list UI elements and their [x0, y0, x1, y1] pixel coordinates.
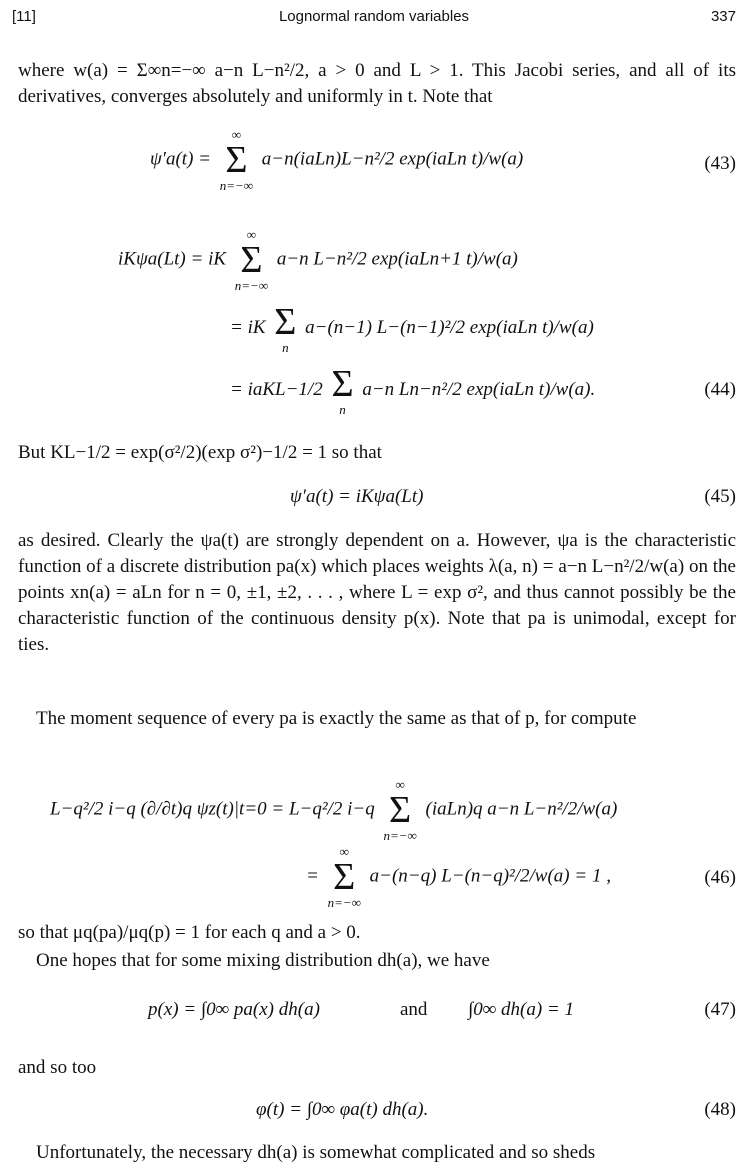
sum-symbol: ∞ Σ n=−∞ — [234, 227, 269, 293]
sum-symbol: ∞ Σ n=−∞ — [219, 127, 254, 193]
eq44-rhs: a−n L−n²/2 exp(iaLn+1 t)/w(a) — [276, 248, 518, 270]
eq44b-lhs: = iK — [230, 316, 266, 338]
paragraph-and-so-too: and so too — [18, 1057, 97, 1078]
eq44c-lhs: = iaKL−1/2 — [230, 378, 323, 400]
equation-number-48: (48) — [704, 1099, 736, 1120]
eq43-rhs: a−n(iaLn)L−n²/2 exp(iaLn t)/w(a) — [261, 148, 524, 170]
sum-symbol: Σ n — [331, 363, 354, 417]
sum-symbol: ∞ Σ n=−∞ — [327, 844, 361, 910]
eq46-lhs: L−q²/2 i−q (∂/∂t)q ψz(t)|t=0 = L−q²/2 i−q — [50, 798, 375, 820]
equation-number-46: (46) — [704, 867, 736, 888]
eq46b-rhs: a−(n−q) L−(n−q)²/2/w(a) = 1 , — [369, 865, 611, 887]
paragraph-mixing: One hopes that for some mixing distribution dh(a), we have — [36, 950, 490, 971]
section-marker: [11] — [12, 8, 36, 25]
eq44-lhs: iKψa(Lt) = iK — [118, 248, 227, 270]
page-number: 337 — [710, 8, 736, 25]
sum-symbol: ∞ Σ n=−∞ — [383, 777, 417, 843]
eq44b-rhs: a−(n−1) L−(n−1)²/2 exp(iaLn t)/w(a) — [305, 316, 594, 338]
eq48-body: φ(t) = ∫0∞ φa(t) dh(a). — [256, 1099, 429, 1120]
page-header — [12, 8, 736, 30]
paragraph-jacobi-series: where w(a) = Σ∞n=−∞ a−n L−n²/2, a > 0 and L > 1. This Jacobi series, and all of its derivatives, converges absolutely and uniformly in t. Note that — [18, 60, 736, 107]
equation-number-45: (45) — [704, 486, 736, 507]
equation-number-43: (43) — [704, 153, 736, 174]
paragraph-unfortunately: Unfortunately, the necessary dh(a) is somewhat complicated and so sheds — [36, 1142, 596, 1163]
eq47-right: ∫0∞ dh(a) = 1 — [468, 999, 574, 1020]
eq45-body: ψ′a(t) = iKψa(Lt) — [290, 486, 424, 507]
eq47-left: p(x) = ∫0∞ pa(x) dh(a) — [148, 999, 320, 1020]
paragraph-moment-sequence: The moment sequence of every pa is exactly the same as that of p, for compute — [36, 708, 637, 729]
eq46b-lhs: = — [306, 865, 319, 887]
eq47-and: and — [400, 999, 428, 1020]
eq46-rhs: (iaLn)q a−n L−n²/2/w(a) — [425, 798, 618, 820]
equation-number-47: (47) — [704, 999, 736, 1020]
paragraph-discrete-distribution: as desired. Clearly the ψa(t) are strongly dependent on a. However, ψa is the characteristic function of a discrete distribution pa(x) which places weights λ(a, n) = a−n L−n²/2/w(a) on the points xn(a) = aLn for n = 0, ±1, ±2, . . . , where L = exp σ², and thus cannot possibly be the characteristic function of the continuous density p(x). Note that pa is unimodal, except for ties. — [18, 530, 736, 655]
eq43-lhs: ψ′a(t) = — [150, 148, 211, 170]
eq44c-rhs: a−n Ln−n²/2 exp(iaLn t)/w(a). — [362, 378, 596, 400]
paragraph-so-that: so that μq(pa)/μq(p) = 1 for each q and a > 0. — [18, 922, 361, 943]
sum-symbol: Σ n — [274, 301, 297, 355]
running-title: Lognormal random variables — [278, 8, 470, 25]
paragraph-but: But KL−1/2 = exp(σ²/2)(exp σ²)−1/2 = 1 so that — [18, 442, 382, 463]
equation-number-44: (44) — [704, 379, 736, 400]
